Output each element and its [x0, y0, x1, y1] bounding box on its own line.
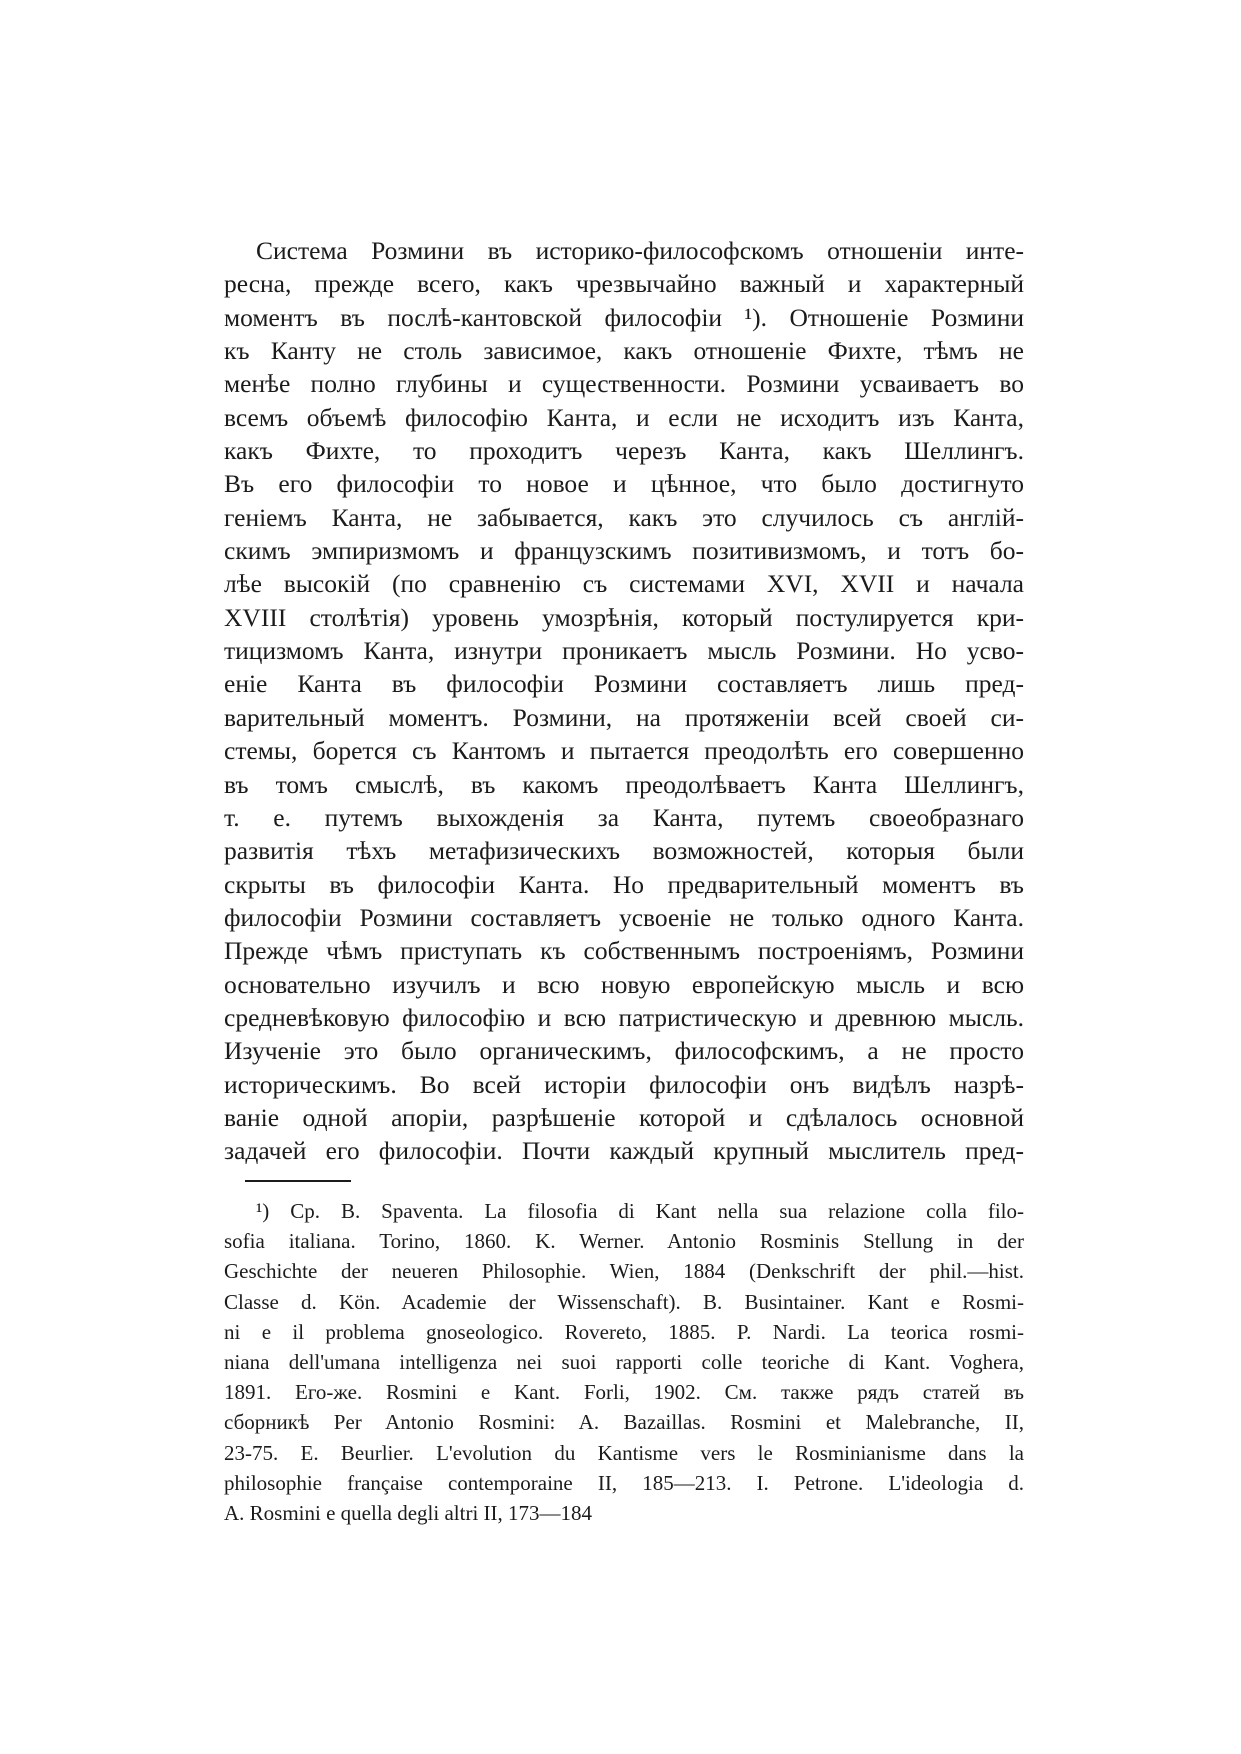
footnote-line: ni e il problema gnoseologico. Rovereto, 1885. P. Nardi. La teorica rosmi- — [224, 1319, 1024, 1344]
text-line: средневѣковую философію и всю патристическую и древнюю мысль. — [224, 1002, 1024, 1032]
text-line: ресна, прежде всего, какъ чрезвычайно важный и характерный — [224, 269, 1024, 299]
text-line: къ Канту не столь зависимое, какъ отношеніе Фихте, тѣмъ не — [224, 336, 1024, 366]
footnote-line: Geschichte der neueren Philosophie. Wien, 1884 (Denkschrift der phil.—hist. — [224, 1259, 1024, 1284]
text-line: Прежде чѣмъ приступать къ собственнымъ построеніямъ, Розмини — [224, 936, 1024, 966]
text-line: скрыты въ философіи Канта. Но предварительный моментъ въ — [224, 869, 1024, 899]
text-line: т. е. путемъ выхожденія за Канта, путемъ своеобразнаго — [224, 802, 1024, 832]
footnote-block — [224, 1196, 1024, 1528]
text-line: развитія тѣхъ метафизическихъ возможностей, которыя были — [224, 836, 1024, 866]
text-line: скимъ эмпиризмомъ и французскимъ позитивизмомъ, и тотъ бо- — [224, 536, 1024, 566]
text-line: ваніе одной апоріи, разрѣшеніе которой и сдѣлалось основной — [224, 1102, 1024, 1132]
footnote-line: 23-75. E. Beurlier. L'evolution du Kantisme vers le Rosminianisme dans la — [224, 1440, 1024, 1465]
footnote-line: сборникѣ Per Antonio Rosmini: A. Bazaillas. Rosmini et Malebranche, II, — [224, 1410, 1024, 1435]
text-line: историческимъ. Во всей исторіи философіи онъ видѣлъ назрѣ- — [224, 1069, 1024, 1099]
text-line: основательно изучилъ и всю новую европейскую мысль и всю — [224, 969, 1024, 999]
text-line: Изученіе это было органическимъ, философскимъ, а не просто — [224, 1036, 1024, 1066]
footnote-line: 1891. Его-же. Rosmini e Kant. Forli, 1902. См. также рядъ статей въ — [224, 1380, 1024, 1405]
text-line: лѣе высокій (по сравненію съ системами XVI, XVII и начала — [224, 569, 1024, 599]
text-line: моментъ въ послѣ-кантовской философіи ¹). Отношеніе Розмини — [224, 302, 1024, 332]
text-line: XVIII столѣтія) уровень умозрѣнія, который постулируется кри- — [224, 602, 1024, 632]
main-text-block — [224, 234, 1024, 1168]
footnote-divider — [245, 1180, 351, 1182]
footnote-line: Classe d. Kön. Academie der Wissenschaft). B. Busintainer. Kant e Rosmi- — [224, 1289, 1024, 1314]
text-line: какъ Фихте, то проходитъ черезъ Канта, какъ Шеллингъ. — [224, 436, 1024, 466]
text-line: Система Розмини въ историко-философскомъ отношеніи инте- — [256, 236, 1024, 265]
text-line: всемъ объемѣ философію Канта, и если не исходитъ изъ Канта, — [224, 402, 1024, 432]
footnote-line: A. Rosmini e quella degli altri II, 173—184 — [224, 1501, 593, 1526]
footnote-line: philosophie française contemporaine II, 185—213. I. Petrone. L'ideologia d. — [224, 1470, 1024, 1495]
footnote-line: ¹) Cp. B. Spaventa. La filosofia di Kant nella sua relazione colla filo- — [256, 1199, 1024, 1223]
text-line: въ томъ смыслѣ, въ какомъ преодолѣваетъ Канта Шеллингъ, — [224, 769, 1024, 799]
text-line: тицизмомъ Канта, изнутри проникаетъ мысль Розмини. Но усво- — [224, 636, 1024, 666]
text-line: геніемъ Канта, не забывается, какъ это случилось съ англій- — [224, 502, 1024, 532]
text-line: стемы, борется съ Кантомъ и пытается преодолѣть его совершенно — [224, 736, 1024, 766]
text-line: философіи Розмини составляетъ усвоеніе не только одного Канта. — [224, 902, 1024, 932]
footnote-line: niana dell'umana intelligenza nei suoi rapporti colle teoriche di Kant. Voghera, — [224, 1350, 1024, 1375]
text-line: варительный моментъ. Розмини, на протяженіи всей своей си- — [224, 702, 1024, 732]
text-line: менѣе полно глубины и существенности. Розмини усваиваетъ во — [224, 369, 1024, 399]
footnote-line: sofia italiana. Torino, 1860. K. Werner. Antonio Rosminis Stellung in der — [224, 1229, 1024, 1254]
text-line: еніе Канта въ философіи Розмини составляетъ лишь пред- — [224, 669, 1024, 699]
text-line: Въ его философіи то новое и цѣнное, что было достигнуто — [224, 469, 1024, 499]
text-line: задачей его философіи. Почти каждый крупный мыслитель пред- — [224, 1136, 1024, 1166]
